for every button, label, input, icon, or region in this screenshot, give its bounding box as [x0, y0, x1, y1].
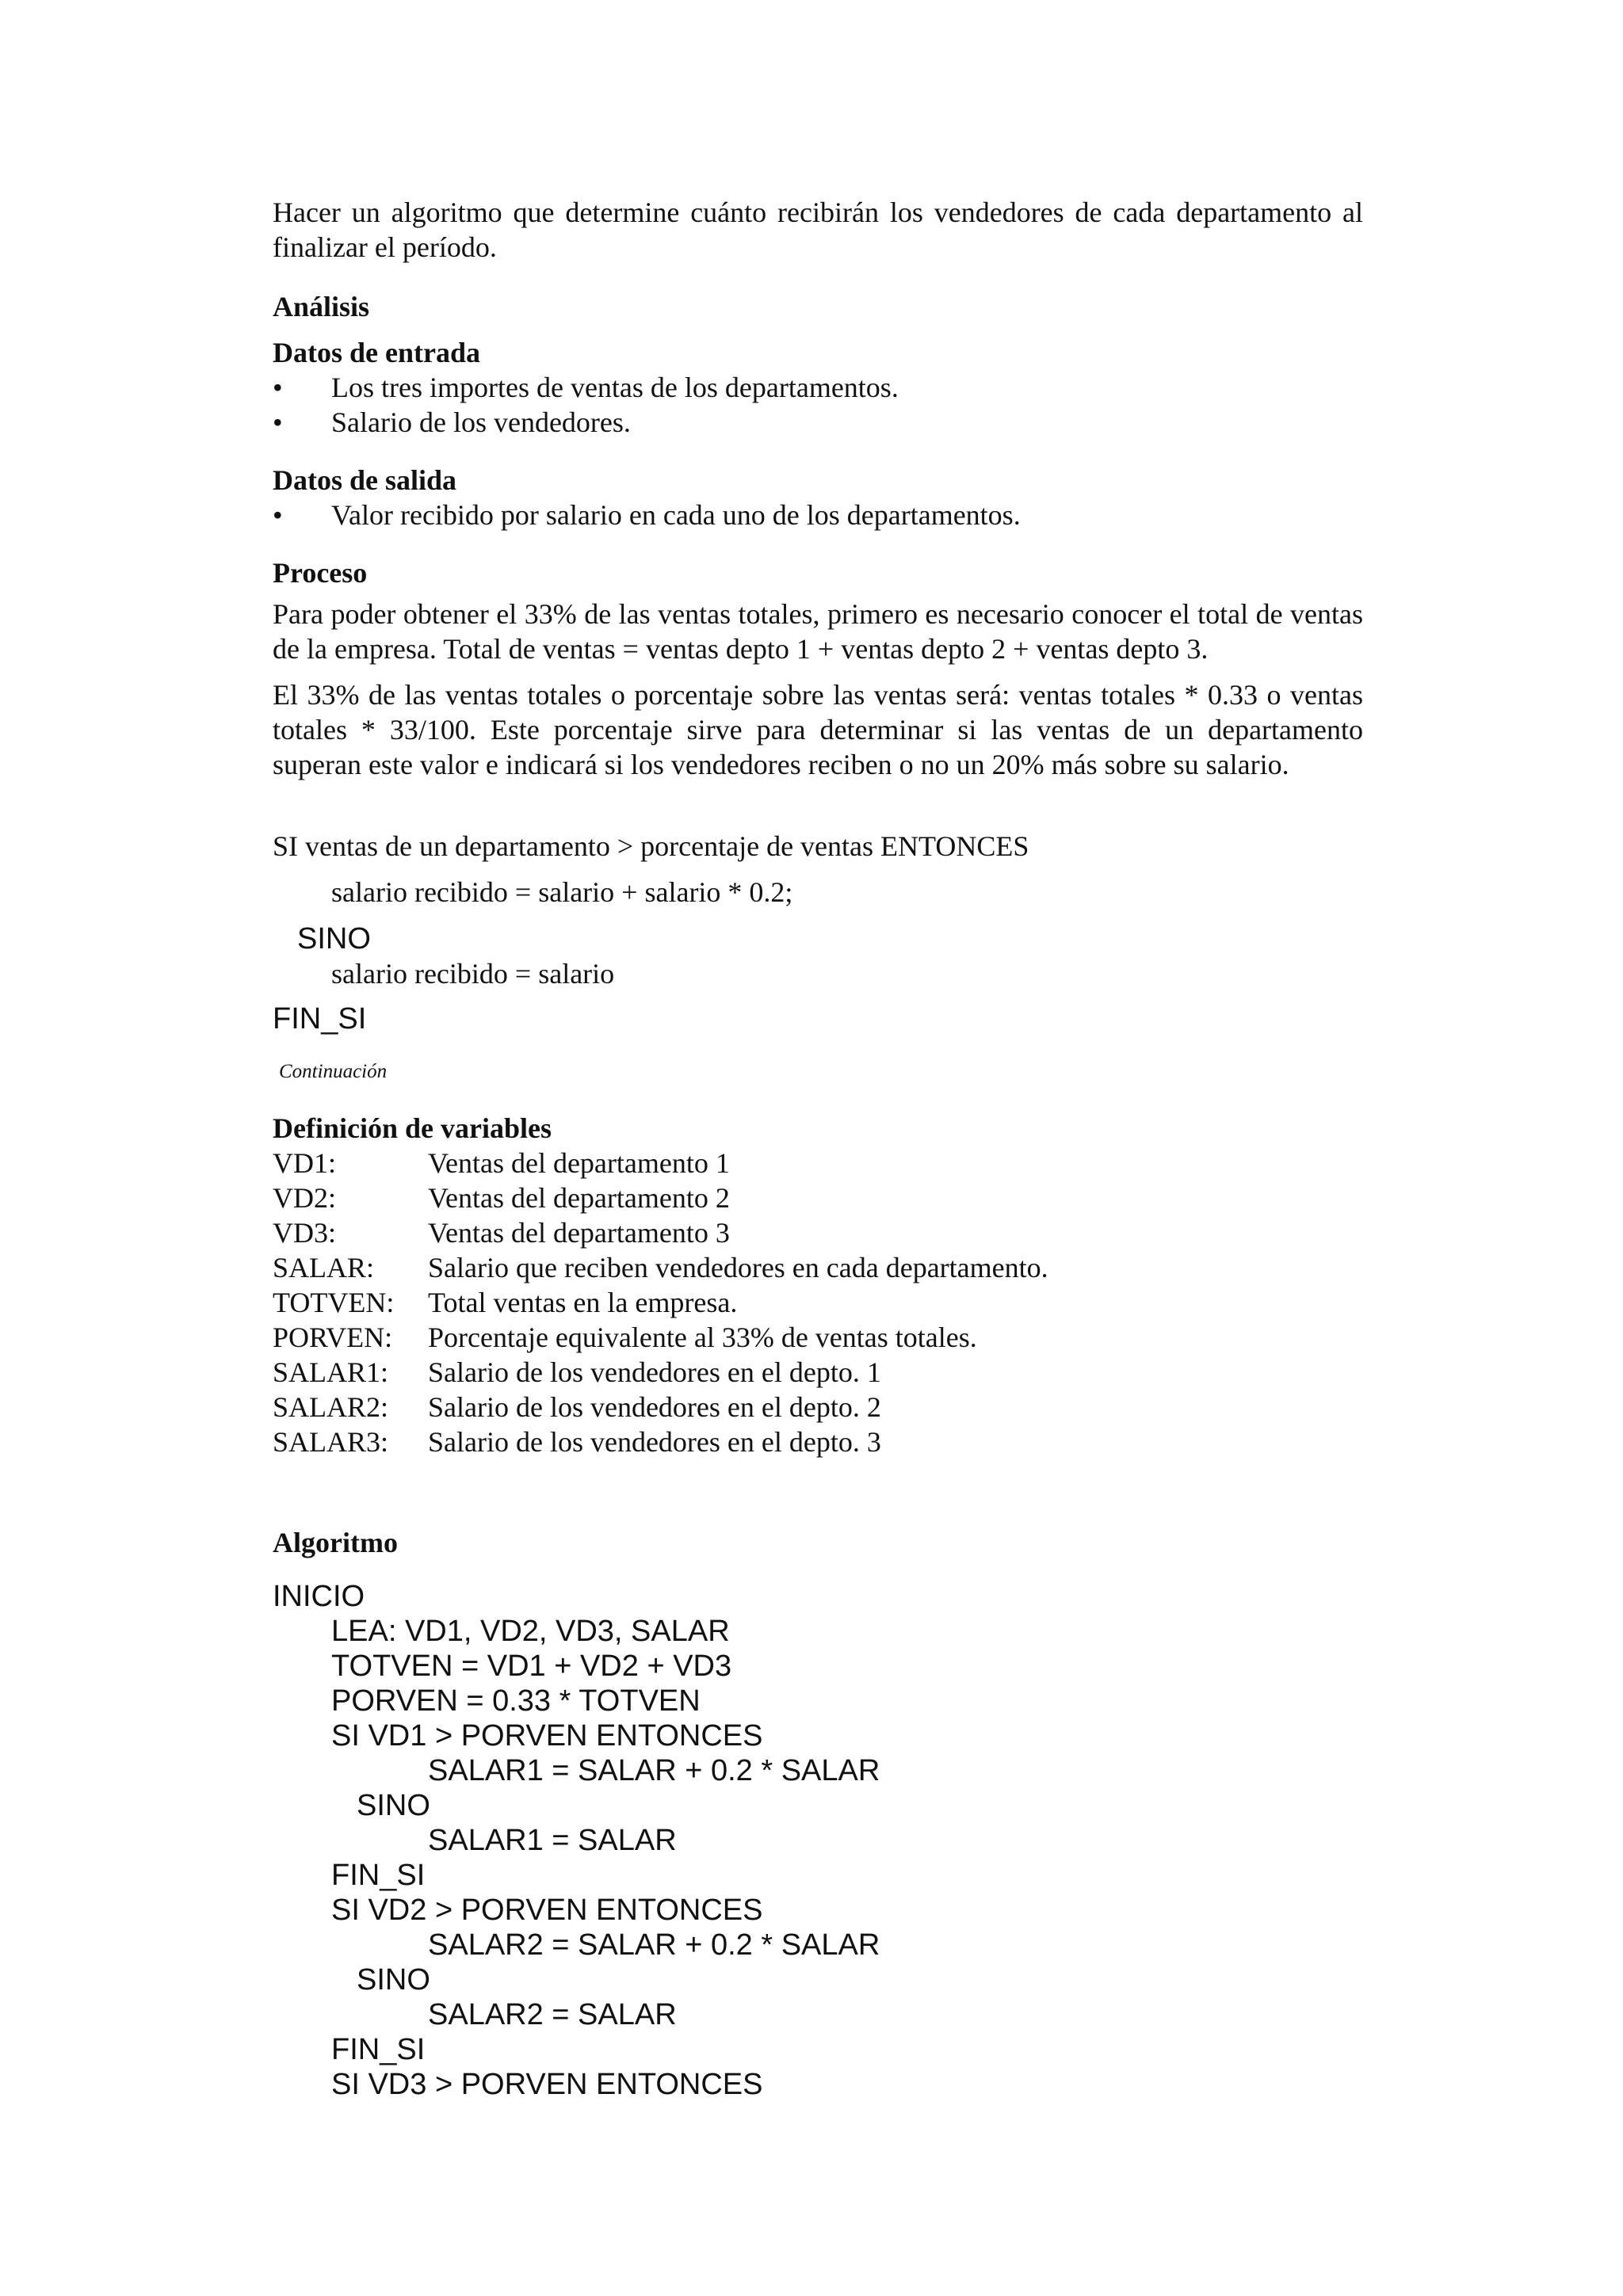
- proceso-si-line: SI ventas de un departamento > porcentaje de ventas ENTONCES: [273, 830, 1029, 862]
- algorithm-line: INICIO: [273, 1580, 365, 1613]
- continuacion-note: Continuación: [279, 1061, 388, 1082]
- variable-name: SALAR2:: [273, 1391, 389, 1423]
- variable-name: SALAR:: [273, 1252, 375, 1283]
- datos-entrada-heading: Datos de entrada: [273, 337, 480, 368]
- variable-name: VD2:: [273, 1182, 336, 1214]
- proceso-paragraph-2: El 33% de las ventas totales o porcentaje sobre las ventas será: ventas totales * 0.33 o ventas totales * 33/100. Este porcentaje sirve para determinar si las ventas de un departamento superan este valor e indicará si los vendedores reciben o no un 20% más sobre su salario.: [273, 679, 1363, 780]
- algorithm-line: SI VD1 > PORVEN ENTONCES: [331, 1719, 763, 1753]
- proceso-else-line: salario recibido = salario: [331, 958, 615, 990]
- algorithm-line: SINO: [357, 1963, 430, 1997]
- variable-description: Ventas del departamento 2: [428, 1182, 730, 1214]
- salida-item-1: Valor recibido por salario en cada uno de los departamentos.: [331, 499, 1021, 531]
- algorithm-line: FIN_SI: [331, 2033, 426, 2066]
- bullet-icon: •: [273, 499, 283, 531]
- entrada-item-2: Salario de los vendedores.: [331, 406, 631, 438]
- algorithm-line: SALAR1 = SALAR: [428, 1824, 677, 1857]
- variable-description: Total ventas en la empresa.: [428, 1287, 738, 1318]
- variable-description: Ventas del departamento 3: [428, 1217, 730, 1249]
- variable-description: Porcentaje equivalente al 33% de ventas totales.: [428, 1322, 977, 1353]
- algorithm-line: SALAR1 = SALAR + 0.2 * SALAR: [428, 1754, 880, 1787]
- variable-description: Salario de los vendedores en el depto. 2: [428, 1391, 881, 1423]
- variable-description: Salario que reciben vendedores en cada departamento.: [428, 1252, 1048, 1283]
- proceso-fin-si: FIN_SI: [273, 1002, 367, 1035]
- variable-name: VD1:: [273, 1147, 336, 1179]
- proceso-sino: SINO: [297, 922, 371, 955]
- bullet-icon: •: [273, 372, 283, 403]
- proceso-heading: Proceso: [273, 557, 368, 589]
- algorithm-line: SI VD2 > PORVEN ENTONCES: [331, 1894, 763, 1927]
- variable-name: TOTVEN:: [273, 1287, 395, 1318]
- datos-salida-heading: Datos de salida: [273, 464, 457, 496]
- variable-name: SALAR3:: [273, 1426, 389, 1458]
- algorithm-line: LEA: VD1, VD2, VD3, SALAR: [331, 1615, 730, 1648]
- variable-name: PORVEN:: [273, 1322, 393, 1353]
- proceso-paragraph-1: Para poder obtener el 33% de las ventas totales, primero es necesario conocer el total de ventas de la empresa. Total de ventas = ventas depto 1 + ventas depto 2 + ventas depto 3.: [273, 598, 1363, 665]
- algoritmo-heading: Algoritmo: [273, 1527, 398, 1558]
- algorithm-line: PORVEN = 0.33 * TOTVEN: [331, 1684, 701, 1718]
- algorithm-line: SALAR2 = SALAR + 0.2 * SALAR: [428, 1928, 880, 1962]
- algorithm-line: SALAR2 = SALAR: [428, 1998, 677, 2031]
- algorithm-line: FIN_SI: [331, 1859, 426, 1892]
- entrada-item-1: Los tres importes de ventas de los departamentos.: [331, 372, 899, 403]
- variable-name: SALAR1:: [273, 1356, 389, 1388]
- variables-heading: Definición de variables: [273, 1112, 552, 1144]
- variable-name: VD3:: [273, 1217, 336, 1249]
- variable-description: Salario de los vendedores en el depto. 3: [428, 1426, 881, 1458]
- proceso-then-line: salario recibido = salario + salario * 0.2;: [331, 876, 793, 908]
- algorithm-line: TOTVEN = VD1 + VD2 + VD3: [331, 1650, 732, 1683]
- variable-description: Ventas del departamento 1: [428, 1147, 730, 1179]
- algorithm-line: SI VD3 > PORVEN ENTONCES: [331, 2068, 763, 2101]
- analisis-heading: Análisis: [273, 291, 370, 322]
- variable-description: Salario de los vendedores en el depto. 1: [428, 1356, 881, 1388]
- bullet-icon: •: [273, 406, 283, 438]
- algorithm-line: SINO: [357, 1789, 430, 1822]
- intro-paragraph: Hacer un algoritmo que determine cuánto recibirán los vendedores de cada departamento al finalizar el período.: [273, 196, 1363, 263]
